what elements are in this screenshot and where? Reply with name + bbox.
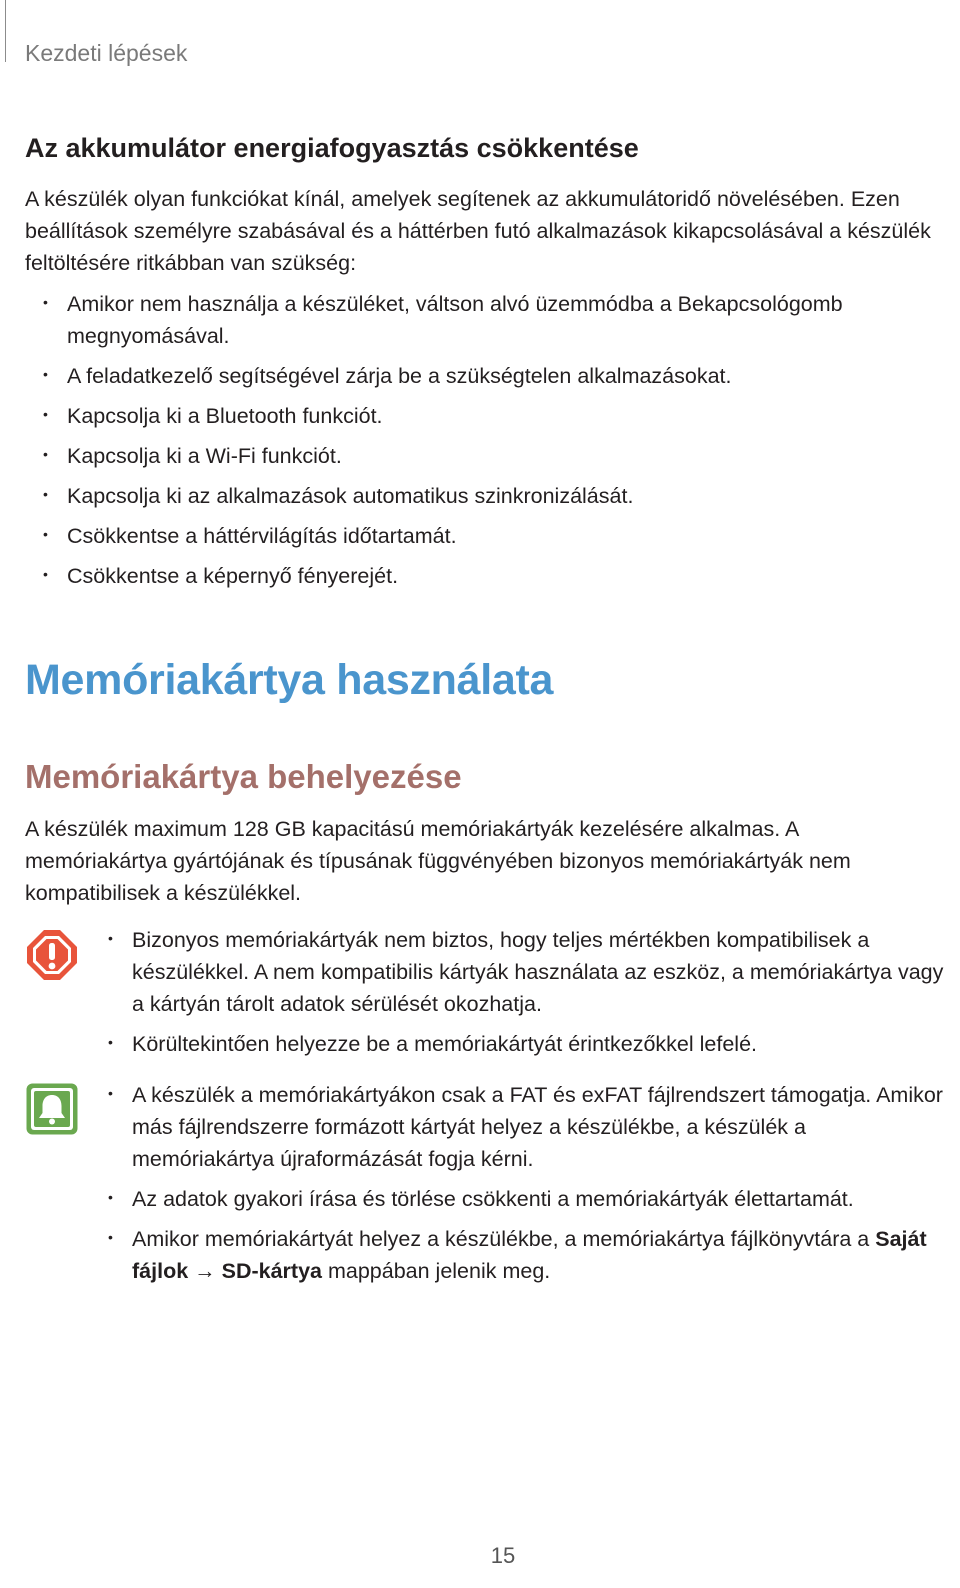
list-item xyxy=(25,288,940,352)
bullet-dot: • xyxy=(43,366,48,382)
page-number: 15 xyxy=(490,1543,516,1568)
list-item-text: A feladatkezelő segítségével zárja be a szükségtelen alkalmazásokat. xyxy=(67,364,732,388)
list-item-text: Körültekintően helyezze be a memóriakártyát érintkezőkkel lefelé. xyxy=(132,1032,758,1056)
list-item xyxy=(108,924,953,1020)
text-before: Amikor memóriakártyát helyez a készülékbe, a memóriakártya fájlkönyvtára a xyxy=(132,1227,876,1251)
list-item xyxy=(108,1223,953,1287)
bullet-dot: • xyxy=(43,446,48,462)
list-item-text: Bizonyos memóriakártyák nem biztos, hogy teljes mértékben kompatibilisek a készülékkel. A nem kompatibilis kártyák használata az eszköz, a memóriakártya vagy a kártyán tárolt adatok sérülését okozhatja. xyxy=(132,928,944,1016)
note-list xyxy=(108,1079,953,1295)
list-item xyxy=(25,520,940,552)
bell-note-icon xyxy=(25,1082,79,1136)
bullet-dot: • xyxy=(43,526,48,542)
text-after: mappában jelenik meg. xyxy=(321,1259,551,1283)
list-item-text xyxy=(132,1227,927,1283)
list-item xyxy=(25,440,940,472)
list-item xyxy=(108,1079,953,1175)
battery-section-title: Az akkumulátor energiafogyasztás csökkentése xyxy=(25,133,639,163)
bullet-dot: • xyxy=(108,1229,113,1245)
memory-subsection-title: Memóriakártya behelyezése xyxy=(25,758,462,795)
list-item xyxy=(25,400,940,432)
list-item xyxy=(108,1028,953,1060)
battery-tips-list xyxy=(25,288,940,600)
list-item-text: Kapcsolja ki a Bluetooth funkciót. xyxy=(67,404,383,428)
list-item xyxy=(108,1183,953,1215)
memory-intro: A készülék maximum 128 GB kapacitású memóriakártyák kezelésére alkalmas. A memóriakártya gyártójának és típusának függvényében bizonyos memóriakártyák nem kompatibilisek a készülékkel. xyxy=(25,817,851,905)
list-item xyxy=(25,480,940,512)
bullet-dot: • xyxy=(108,930,113,946)
bullet-dot: • xyxy=(108,1034,113,1050)
bullet-dot: • xyxy=(43,294,48,310)
bullet-dot: • xyxy=(43,566,48,582)
path-reference: Saját fájlok → SD-kártya xyxy=(132,1227,927,1283)
list-item-text: Kapcsolja ki a Wi-Fi funkciót. xyxy=(67,444,342,468)
list-item-text: Csökkentse a háttérvilágítás időtartamát. xyxy=(67,524,457,548)
bullet-dot: • xyxy=(108,1189,113,1205)
list-item-text: Kapcsolja ki az alkalmazások automatikus szinkronizálását. xyxy=(67,484,634,508)
bullet-dot: • xyxy=(43,486,48,502)
list-item-text: Csökkentse a képernyő fényerejét. xyxy=(67,564,399,588)
list-item xyxy=(25,360,940,392)
chapter-header: Kezdeti lépések xyxy=(25,40,188,66)
warning-list xyxy=(108,924,953,1068)
bullet-dot: • xyxy=(43,406,48,422)
list-item-text: A készülék a memóriakártyákon csak a FAT és exFAT fájlrendszert támogatja. Amikor más fájlrendszerre formázott kártyát helyez a készülékbe, a készülék a memóriakártya újraformázását fogja kérni. xyxy=(132,1083,943,1171)
bullet-dot: • xyxy=(108,1085,113,1101)
list-item-text: Amikor nem használja a készüléket, váltson alvó üzemmódba a Bekapcsológomb megnyomásával. xyxy=(67,292,843,348)
memory-section-title: Memóriakártya használata xyxy=(25,656,554,704)
list-item xyxy=(25,560,940,592)
battery-intro: A készülék olyan funkciókat kínál, amelyek segítenek az akkumulátoridő növelésében. Ezen beállítások személyre szabásával és a háttérben futó alkalmazások kikapcsolásával a készülék feltöltésére ritkábban van szükség: xyxy=(25,187,931,275)
caution-exclamation-icon xyxy=(25,928,79,982)
list-item-text: Az adatok gyakori írása és törlése csökkenti a memóriakártyák élettartamát. xyxy=(132,1187,854,1211)
page-edge-line xyxy=(5,0,6,62)
